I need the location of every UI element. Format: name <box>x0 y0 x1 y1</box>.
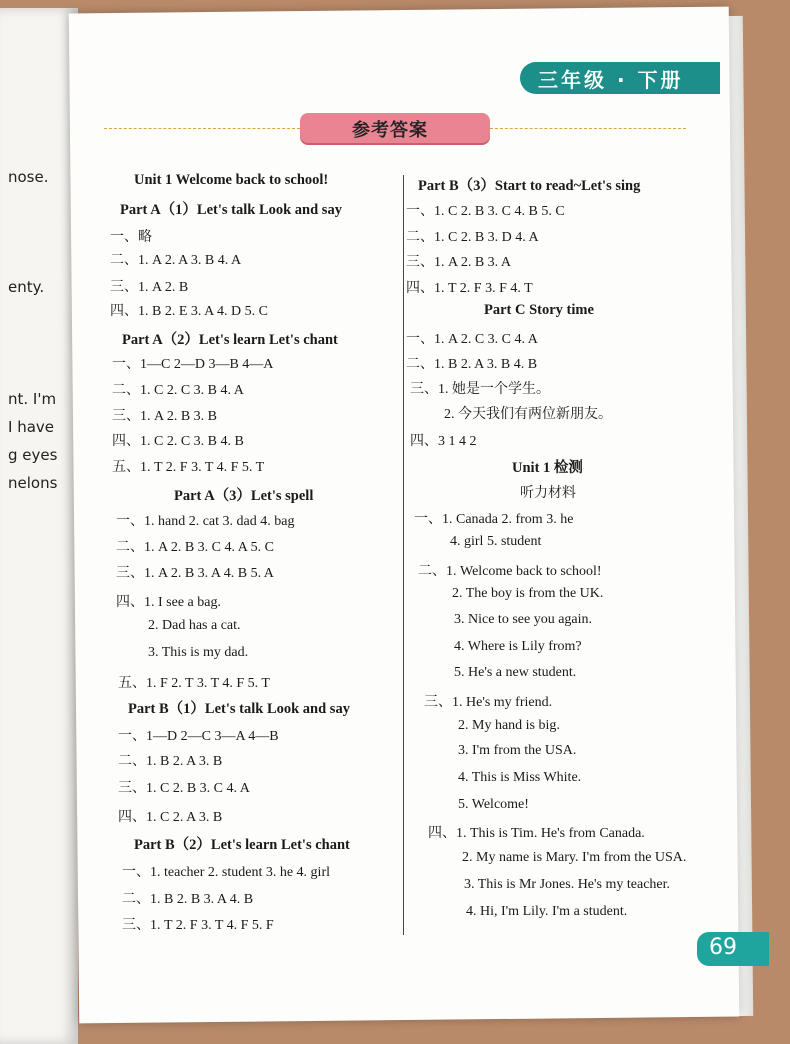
left-page-fragment: nose. <box>8 168 49 186</box>
left-answer-line: 二、1. C 2. C 3. B 4. A <box>112 383 244 398</box>
left-answer-line: 2. Dad has a cat. <box>148 618 241 633</box>
left-section-heading: Part B（2）Let's learn Let's chant <box>134 837 350 853</box>
page-number-tab <box>697 932 769 966</box>
grade-label: 三年级 · 下册 <box>538 68 684 92</box>
left-answer-line: 一、略 <box>110 230 152 245</box>
right-answer-line: 一、1. C 2. B 3. C 4. B 5. C <box>406 204 565 219</box>
right-answer-line: 三、1. 她是一个学生。 <box>410 382 550 397</box>
right-answer-line: 3. I'm from the USA. <box>458 743 577 758</box>
right-answer-line: 2. 今天我们有两位新朋友。 <box>444 407 612 422</box>
right-answer-line: 二、1. C 2. B 3. D 4. A <box>406 230 539 245</box>
left-section-heading: Part A（2）Let's learn Let's chant <box>122 332 338 348</box>
left-page-fragment: nt. I'm <box>8 390 57 408</box>
left-answer-line: 二、1. A 2. B 3. C 4. A 5. C <box>116 540 274 555</box>
right-answer-line: 二、1. Welcome back to school! <box>418 564 602 579</box>
right-answer-line: 四、1. This is Tim. He's from Canada. <box>428 826 645 841</box>
right-answer-line: 听力材料 <box>520 486 576 501</box>
right-answer-line: 2. The boy is from the UK. <box>452 586 604 601</box>
right-section-heading: Unit 1 检测 <box>512 460 583 476</box>
title-dash-right <box>490 128 686 129</box>
left-answer-line: 四、1. C 2. A 3. B <box>118 810 223 825</box>
left-answer-line: 三、1. T 2. F 3. T 4. F 5. F <box>122 918 274 933</box>
right-answer-line: 4. This is Miss White. <box>458 770 582 785</box>
right-answer-line: 四、3 1 4 2 <box>410 434 477 449</box>
left-section-heading: Part B（1）Let's talk Look and say <box>128 701 350 717</box>
left-page-edge <box>0 8 78 1044</box>
column-divider <box>403 175 404 935</box>
right-answer-line: 一、1. Canada 2. from 3. he <box>414 512 574 527</box>
right-answer-line: 5. He's a new student. <box>454 665 577 680</box>
left-answer-line: 二、1. A 2. A 3. B 4. A <box>110 253 242 268</box>
left-answer-line: 一、1—D 2—C 3—A 4—B <box>118 729 279 744</box>
left-answer-line: 三、1. C 2. B 3. C 4. A <box>118 781 250 796</box>
right-answer-line: 一、1. A 2. C 3. C 4. A <box>406 332 538 347</box>
left-answer-line: 四、1. I see a bag. <box>116 595 221 610</box>
page-number: 69 <box>709 935 737 960</box>
right-answer-line: 3. This is Mr Jones. He's my teacher. <box>464 877 671 892</box>
title-dash-left <box>104 128 300 129</box>
right-answer-line: 4. Hi, I'm Lily. I'm a student. <box>466 904 628 919</box>
left-answer-line: 四、1. C 2. C 3. B 4. B <box>112 434 244 449</box>
left-answer-line: 三、1. A 2. B 3. A 4. B 5. A <box>116 566 274 581</box>
left-page-fragment: I have <box>8 418 54 436</box>
left-answer-line: 五、1. F 2. T 3. T 4. F 5. T <box>118 676 270 691</box>
right-section-heading: Part C Story time <box>484 302 594 318</box>
left-answer-line: 四、1. B 2. E 3. A 4. D 5. C <box>110 304 268 319</box>
left-section-heading: Unit 1 Welcome back to school! <box>134 172 329 188</box>
left-answer-line: 三、1. A 2. B 3. B <box>112 409 218 424</box>
right-answer-line: 二、1. B 2. A 3. B 4. B <box>406 357 538 372</box>
right-answer-line: 四、1. T 2. F 3. F 4. T <box>406 281 533 296</box>
left-page-fragment: g eyes <box>8 446 58 464</box>
left-page-fragment: nelons <box>8 474 58 492</box>
left-answer-line: 一、1—C 2—D 3—B 4—A <box>112 357 274 372</box>
right-answer-line: 三、1. He's my friend. <box>424 695 553 710</box>
left-answer-line: 一、1. hand 2. cat 3. dad 4. bag <box>116 514 295 529</box>
left-answer-line: 五、1. T 2. F 3. T 4. F 5. T <box>112 460 265 475</box>
right-answer-line: 4. girl 5. student <box>450 534 542 549</box>
left-section-heading: Part A（1）Let's talk Look and say <box>120 202 342 218</box>
page-title: 参考答案 <box>352 120 428 141</box>
left-answer-line: 3. This is my dad. <box>148 645 249 660</box>
right-answer-line: 2. My name is Mary. I'm from the USA. <box>462 850 687 865</box>
right-section-heading: Part B（3）Start to read~Let's sing <box>418 178 641 194</box>
right-answer-line: 4. Where is Lily from? <box>454 639 582 654</box>
left-page-fragment: enty. <box>8 278 45 296</box>
right-answer-line: 2. My hand is big. <box>458 718 560 733</box>
right-answer-line: 三、1. A 2. B 3. A <box>406 255 512 270</box>
right-answer-line: 3. Nice to see you again. <box>454 612 593 627</box>
left-section-heading: Part A（3）Let's spell <box>174 488 314 504</box>
right-answer-line: 5. Welcome! <box>458 797 529 812</box>
left-answer-line: 一、1. teacher 2. student 3. he 4. girl <box>122 865 331 880</box>
left-answer-line: 二、1. B 2. B 3. A 4. B <box>122 892 254 907</box>
left-answer-line: 二、1. B 2. A 3. B <box>118 754 223 769</box>
left-answer-line: 三、1. A 2. B <box>110 280 189 295</box>
